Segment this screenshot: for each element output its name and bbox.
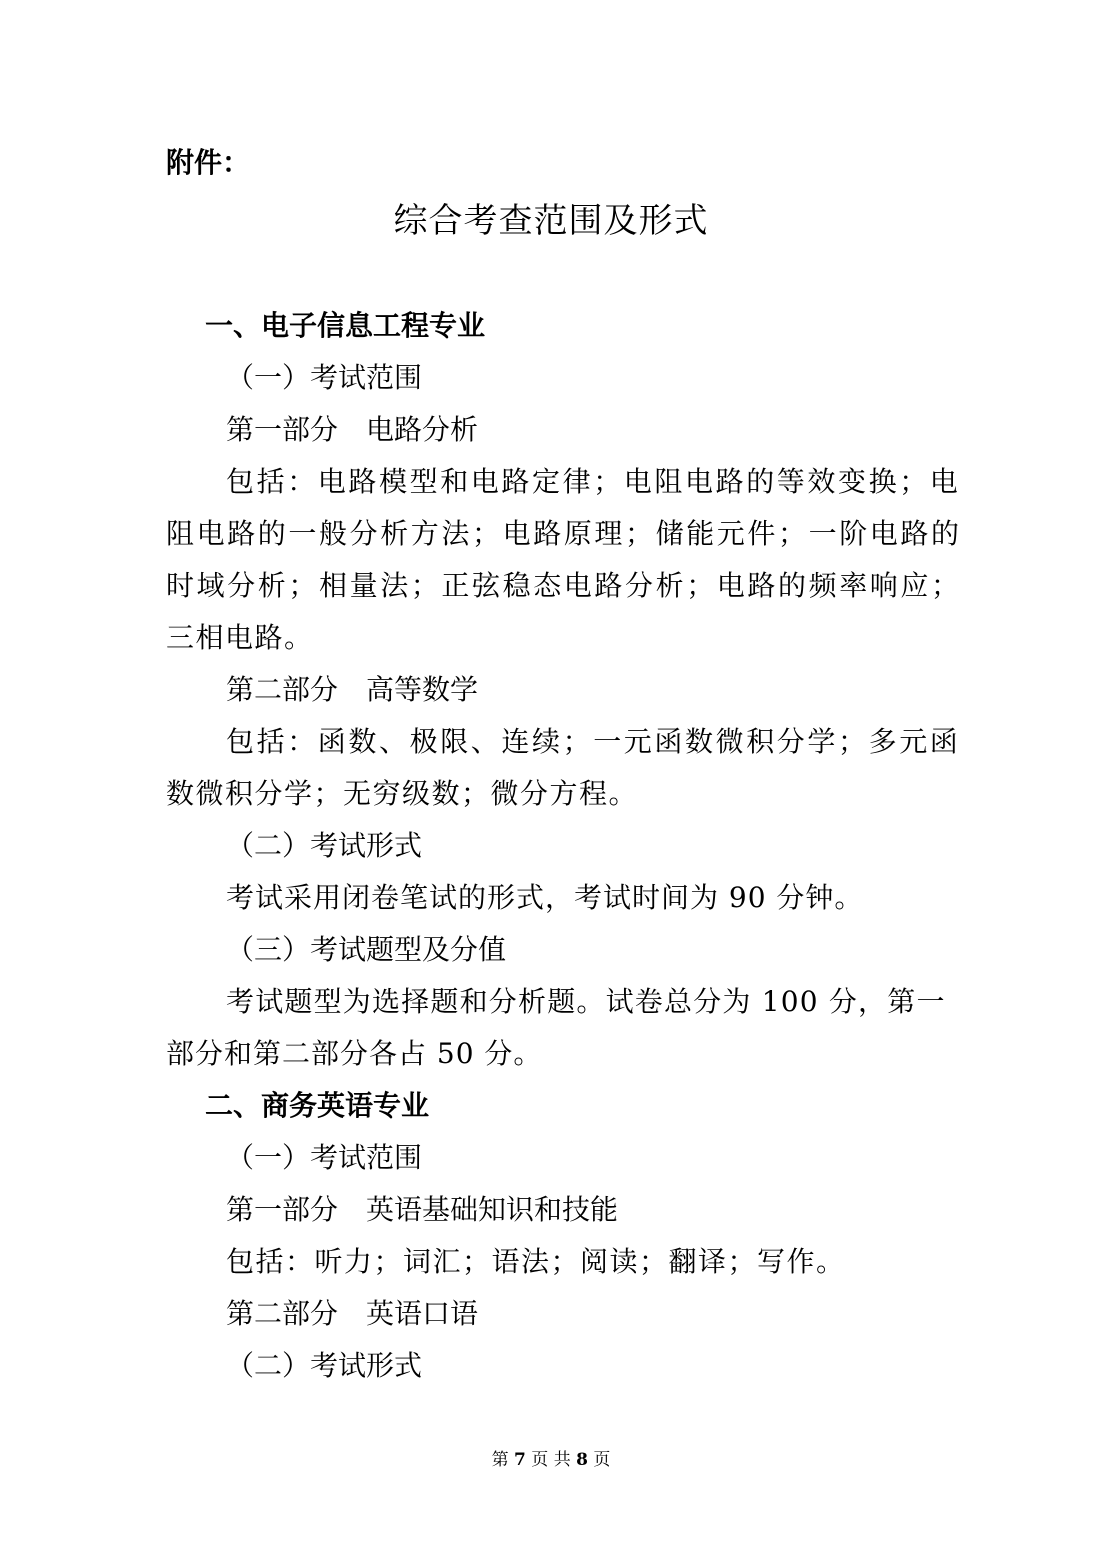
paragraph-line: 阻电路的一般分析方法；电路原理；储能元件；一阶电路的	[166, 517, 962, 550]
footer-total-pages: 8	[576, 1450, 588, 1470]
section-heading-2: 二、商务英语专业	[205, 1089, 430, 1122]
subheading: （二）考试形式	[226, 829, 423, 862]
subheading: （二）考试形式	[226, 1349, 423, 1382]
footer-suffix: 页	[593, 1450, 611, 1470]
paragraph-line: 三相电路。	[166, 621, 314, 654]
part-heading: 第一部分 英语基础知识和技能	[226, 1193, 619, 1226]
paragraph-line: 时域分析；相量法；正弦稳态电路分析；电路的频率响应；	[166, 569, 962, 602]
paragraph-line: 考试题型为选择题和分析题。试卷总分为 100 分，第一	[226, 985, 946, 1018]
subheading: （三）考试题型及分值	[226, 933, 507, 966]
section-heading-1: 一、电子信息工程专业	[205, 309, 486, 342]
subheading: （一）考试范围	[226, 361, 423, 394]
paragraph-line: 包括：函数、极限、连续；一元函数微积分学；多元函	[226, 725, 961, 758]
footer-page-number: 7	[514, 1450, 526, 1470]
subheading: （一）考试范围	[226, 1141, 423, 1174]
page-footer	[0, 1448, 1102, 1472]
paragraph-line: 部分和第二部分各占 50 分。	[166, 1037, 543, 1070]
part-heading: 第二部分 高等数学	[226, 673, 479, 706]
part-heading: 第二部分 英语口语	[226, 1297, 479, 1330]
footer-prefix: 第	[491, 1450, 509, 1470]
paragraph-line: 包括：听力；词汇；语法；阅读；翻译；写作。	[226, 1245, 846, 1278]
paragraph-line: 包括：电路模型和电路定律；电阻电路的等效变换；电	[226, 465, 961, 498]
paragraph-line: 考试采用闭卷笔试的形式，考试时间为 90 分钟。	[226, 881, 864, 914]
paragraph-line: 数微积分学；无穷级数；微分方程。	[166, 777, 639, 810]
part-heading: 第一部分 电路分析	[226, 413, 479, 446]
footer-middle: 页 共	[531, 1450, 571, 1470]
page-title: 综合考查范围及形式	[393, 201, 709, 241]
attachment-label: 附件：	[166, 146, 251, 179]
